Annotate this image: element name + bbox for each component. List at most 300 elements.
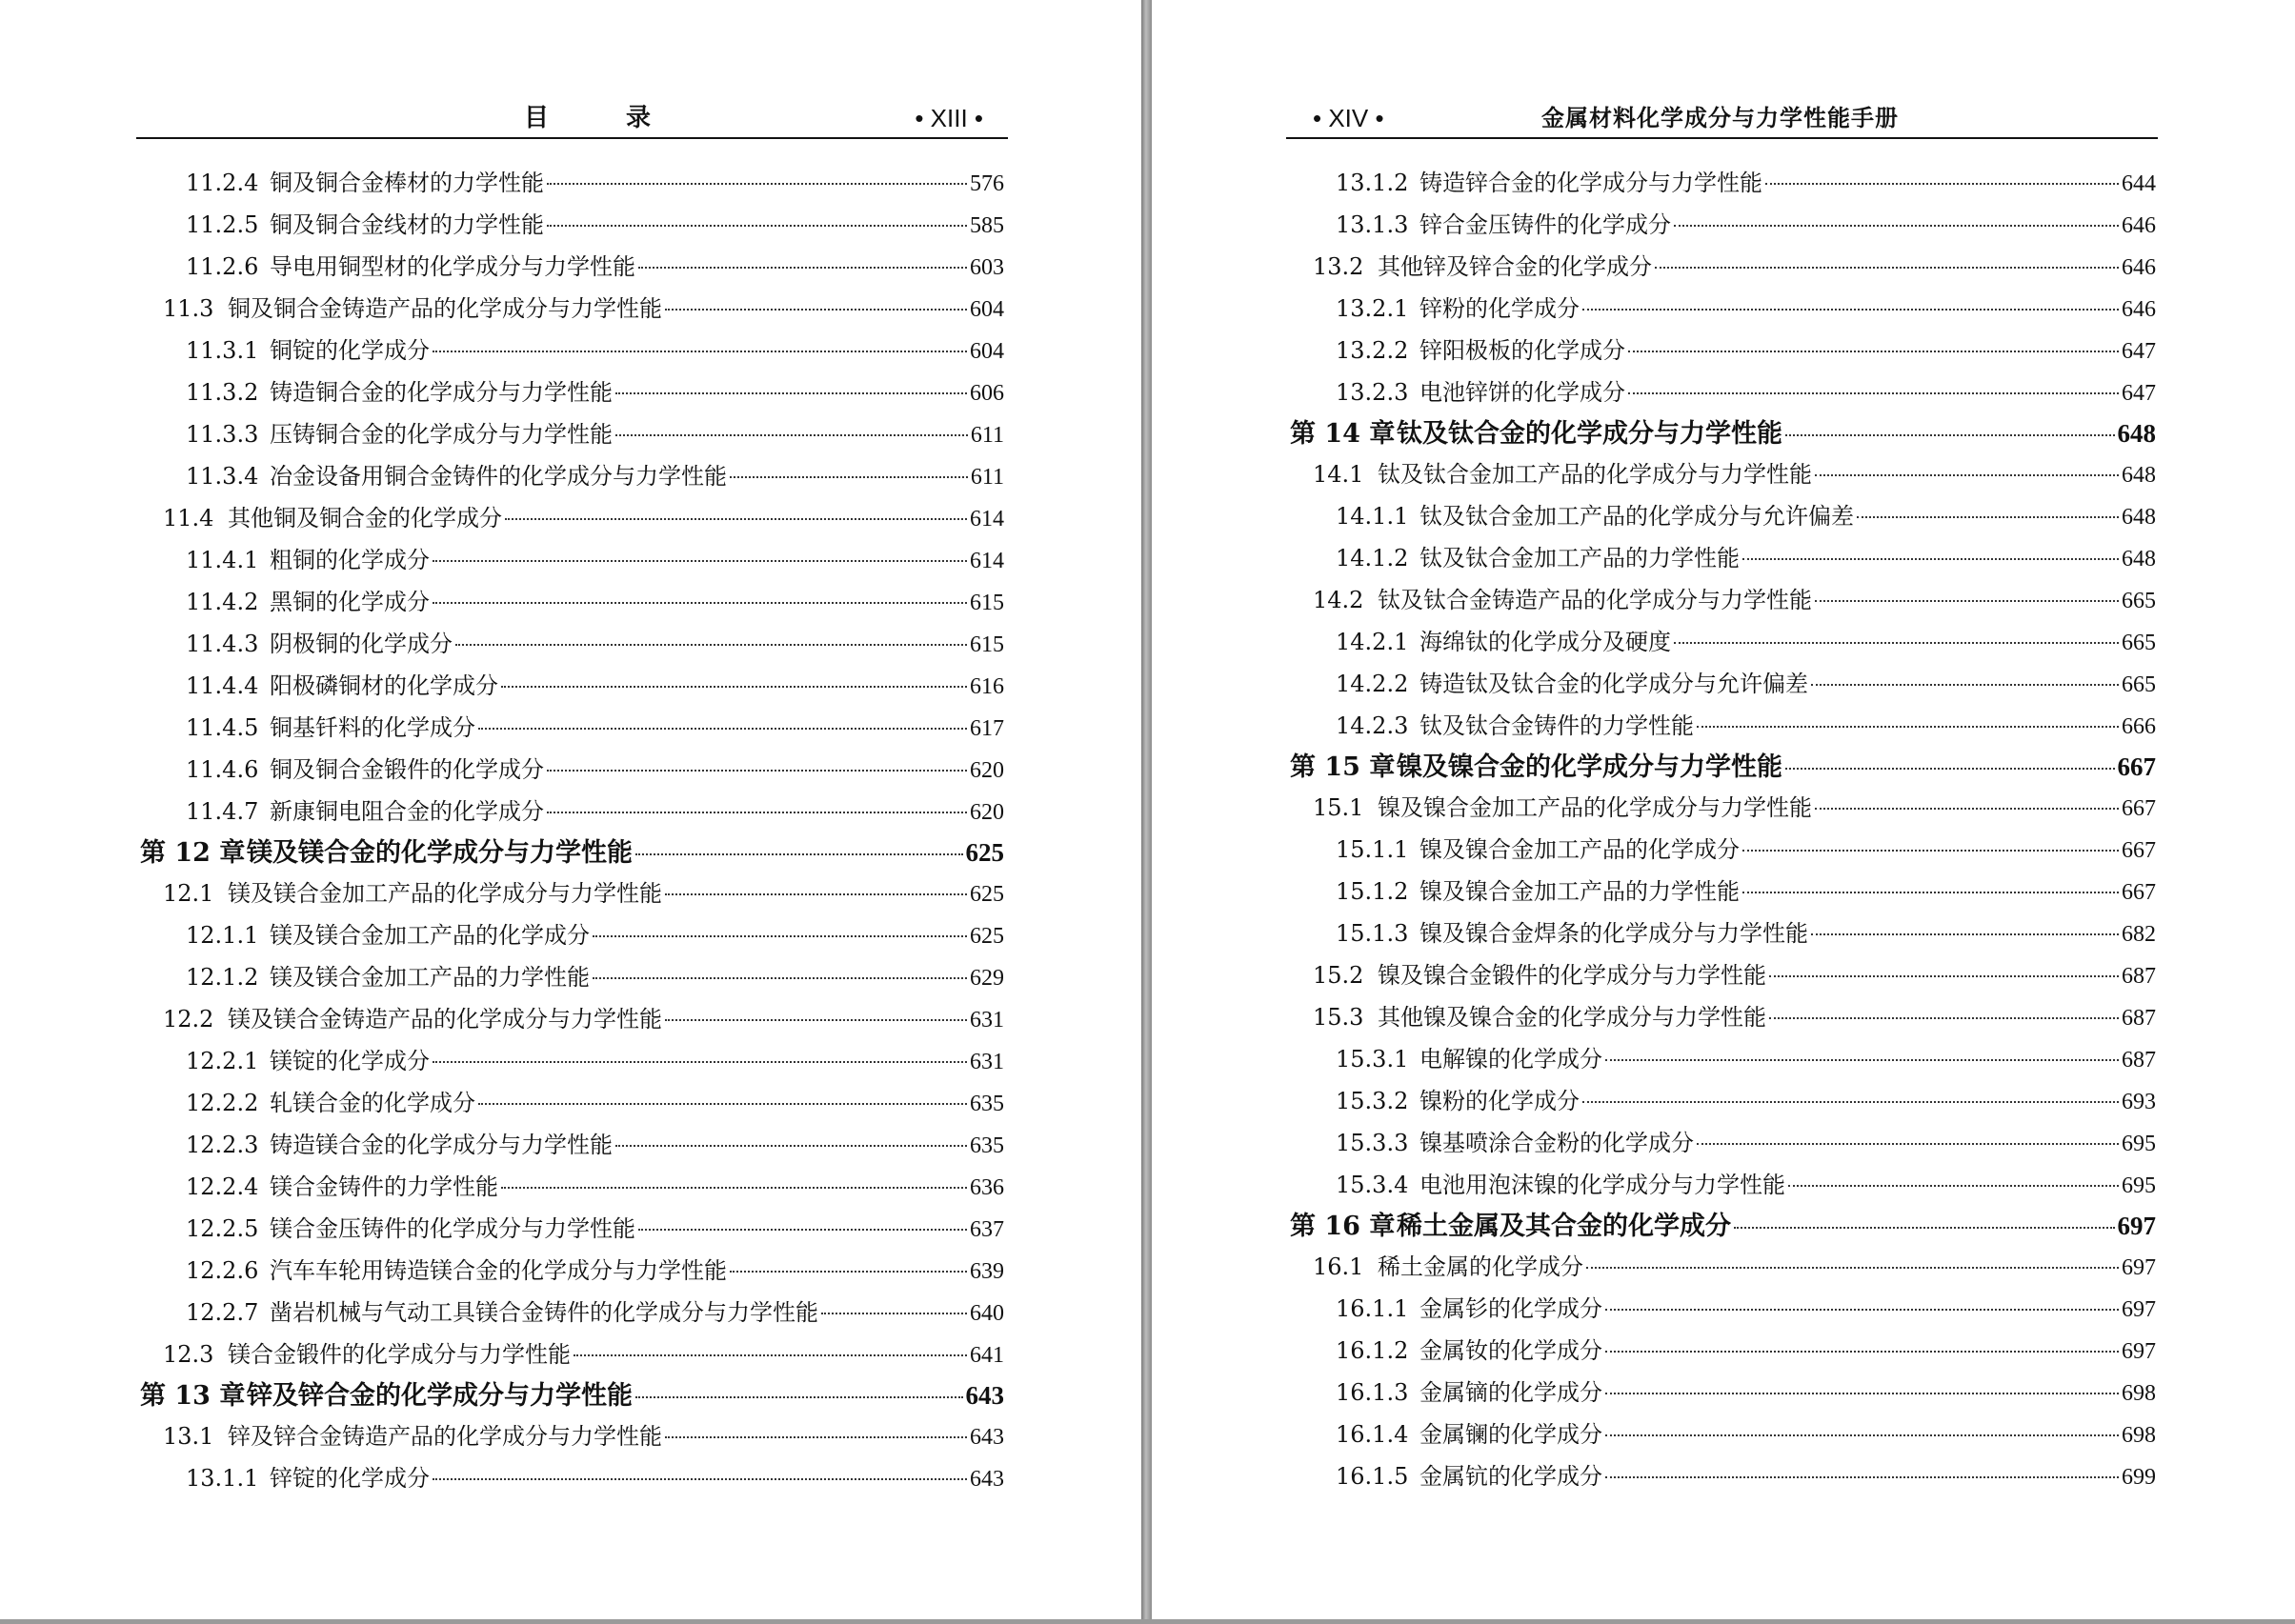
toc-entry-page: 641 — [970, 1343, 1004, 1368]
toc-dot-leader — [1628, 351, 2119, 352]
toc-entry-number: 11.4.2 — [186, 589, 259, 615]
toc-subsection-entry[interactable] — [1286, 621, 2156, 663]
toc-entry-number: 14.1.1 — [1336, 503, 1409, 530]
toc-dot-leader — [638, 1229, 967, 1231]
header-title: 目 录 — [524, 104, 686, 132]
toc-entry-number: 13.2 — [1313, 253, 1364, 280]
toc-entry-title: 铜及铜合金棒材的力学性能 — [270, 170, 544, 196]
toc-entry-page: 682 — [2122, 922, 2156, 947]
toc-entry-number: 第 16 章 — [1290, 1212, 1396, 1241]
toc-subsection-entry[interactable] — [1286, 1080, 2156, 1122]
toc-subsection-entry[interactable] — [136, 581, 1004, 623]
toc-dot-leader — [1697, 1143, 2119, 1145]
toc-entry-page: 615 — [970, 632, 1004, 657]
toc-dot-leader — [1765, 183, 2119, 185]
toc-entry-number: 12.2.5 — [186, 1215, 259, 1242]
toc-entry-number: 11.4.4 — [186, 672, 259, 699]
toc-entry-number: 第 12 章 — [140, 838, 246, 868]
toc-subsection-entry[interactable] — [1286, 495, 2156, 537]
toc-entry-page: 639 — [970, 1259, 1004, 1284]
toc-subsection-entry[interactable] — [1286, 371, 2156, 413]
toc-chapter-entry[interactable] — [1286, 413, 2156, 453]
toc-entry-number: 13.2.2 — [1336, 337, 1409, 364]
toc-dot-leader — [1674, 225, 2119, 227]
toc-dot-leader — [1788, 1185, 2119, 1187]
toc-entry-number: 14.2.2 — [1336, 671, 1409, 697]
toc-entry-title: 钛及钛合金加工产品的化学成分与允许偏差 — [1419, 503, 1854, 530]
toc-entry-page: 665 — [2122, 589, 2156, 613]
toc-entry-number: 11.2.4 — [186, 170, 259, 196]
toc-entry-number: 12.2.2 — [186, 1090, 259, 1116]
toc-entry-page: 604 — [970, 297, 1004, 322]
toc-dot-leader — [1582, 309, 2119, 311]
toc-entry-number: 15.3 — [1313, 1004, 1364, 1031]
toc-subsection-entry[interactable] — [1286, 1038, 2156, 1080]
toc-dot-leader — [638, 267, 967, 269]
toc-entry-title: 镍及镍合金加工产品的化学成分 — [1419, 836, 1740, 863]
toc-entry-page: 687 — [2122, 964, 2156, 989]
toc-entry-title: 镁及镁合金加工产品的力学性能 — [270, 964, 590, 991]
toc-entry-number: 12.2.1 — [186, 1048, 259, 1074]
toc-entry-number: 12.2.6 — [186, 1257, 259, 1284]
toc-dot-leader — [1655, 267, 2119, 269]
toc-entry-number: 11.4.7 — [186, 798, 259, 825]
toc-subsection-entry[interactable] — [136, 665, 1004, 707]
toc-subsection-entry[interactable] — [136, 1040, 1004, 1082]
toc-entry-number: 15.1 — [1313, 794, 1364, 821]
toc-entry-title: 镁及镁合金加工产品的化学成分 — [270, 922, 590, 949]
toc-section-entry[interactable] — [1286, 996, 2156, 1038]
toc-entry-page: 667 — [2122, 796, 2156, 821]
toc-subsection-entry[interactable] — [1286, 330, 2156, 371]
toc-dot-leader — [1605, 1059, 2119, 1061]
toc-entry-page: 698 — [2122, 1381, 2156, 1406]
toc-subsection-entry[interactable] — [136, 455, 1004, 497]
toc-entry-title: 锌阳极板的化学成分 — [1419, 337, 1625, 364]
toc-entry-number: 14.1.2 — [1336, 545, 1409, 571]
toc-entry-title: 铸造铜合金的化学成分与力学性能 — [270, 379, 613, 406]
toc-subsection-entry[interactable] — [1286, 1288, 2156, 1330]
toc-dot-leader — [433, 602, 967, 604]
toc-dot-leader — [547, 812, 967, 813]
toc-dot-leader — [505, 518, 967, 520]
toc-entry-number: 15.1.2 — [1336, 878, 1409, 905]
toc-subsection-entry[interactable] — [136, 914, 1004, 956]
toc-entry-page: 697 — [2117, 1212, 2156, 1240]
toc-entry-number: 13.2.1 — [1336, 295, 1409, 322]
toc-entry-title: 导电用铜型材的化学成分与力学性能 — [270, 253, 635, 280]
toc-entry-number: 12.1.1 — [186, 922, 259, 949]
toc-dot-leader — [1742, 850, 2119, 852]
toc-subsection-entry[interactable] — [136, 1208, 1004, 1250]
toc-entry-page: 697 — [2122, 1255, 2156, 1280]
toc-entry-title: 压铸铜合金的化学成分与力学性能 — [270, 421, 613, 448]
toc-entry-number: 14.2.3 — [1336, 712, 1409, 739]
toc-subsection-entry[interactable] — [136, 539, 1004, 581]
toc-dot-leader — [615, 434, 968, 436]
toc-subsection-entry[interactable] — [1286, 871, 2156, 912]
toc-subsection-entry[interactable] — [1286, 1413, 2156, 1455]
toc-entry-number: 11.4 — [163, 505, 214, 531]
toc-entry-page: 606 — [970, 381, 1004, 406]
toc-subsection-entry[interactable] — [136, 1457, 1004, 1499]
toc-entry-title: 电池锌饼的化学成分 — [1419, 379, 1625, 406]
toc-entry-page: 667 — [2117, 752, 2156, 781]
toc-entry-title: 阳极磷铜材的化学成分 — [270, 672, 498, 699]
toc-entry-number: 13.1 — [163, 1423, 214, 1450]
toc-entry-page: 604 — [970, 339, 1004, 364]
toc-entry-number: 11.2.5 — [186, 211, 259, 238]
toc-dot-leader — [1769, 975, 2119, 977]
toc-dot-leader — [1742, 558, 2119, 560]
toc-entry-number: 14.2.1 — [1336, 629, 1409, 655]
toc-entry-page: 617 — [970, 716, 1004, 741]
toc-entry-title: 阴极铜的化学成分 — [270, 631, 453, 657]
toc-dot-leader — [433, 1061, 967, 1063]
toc-subsection-entry[interactable] — [136, 371, 1004, 413]
toc-entry-title: 镁锭的化学成分 — [270, 1048, 430, 1074]
toc-entry-title: 电解镍的化学成分 — [1419, 1046, 1602, 1073]
toc-entry-title: 镁合金铸件的力学性能 — [270, 1173, 498, 1200]
toc-entry-number: 第 15 章 — [1290, 752, 1396, 782]
toc-dot-leader — [574, 1354, 967, 1356]
toc-dot-leader — [593, 977, 967, 979]
toc-entry-page: 611 — [970, 423, 1004, 448]
toc-entry-number: 16.1.2 — [1336, 1337, 1409, 1364]
toc-entry-title: 镁合金锻件的化学成分与力学性能 — [228, 1341, 571, 1368]
toc-entry-title: 锌及锌合金铸造产品的化学成分与力学性能 — [228, 1423, 662, 1450]
toc-subsection-entry[interactable] — [136, 707, 1004, 749]
toc-entry-page: 687 — [2122, 1048, 2156, 1073]
toc-dot-leader — [1815, 474, 2119, 476]
toc-dot-leader — [730, 1271, 967, 1273]
toc-subsection-entry[interactable] — [136, 1292, 1004, 1333]
toc-entry-title: 冶金设备用铜合金铸件的化学成分与力学性能 — [270, 463, 727, 490]
toc-entry-page: 629 — [970, 966, 1004, 991]
toc-entry-title: 钛及钛合金铸件的力学性能 — [1419, 712, 1694, 739]
toc-subsection-entry[interactable] — [136, 330, 1004, 371]
toc-entry-number: 12.3 — [163, 1341, 214, 1368]
toc-dot-leader — [1742, 892, 2119, 893]
toc-section-entry[interactable] — [136, 998, 1004, 1040]
toc-dot-leader — [455, 644, 967, 646]
toc-entry-number: 12.2.3 — [186, 1132, 259, 1158]
toc-dot-leader — [635, 1396, 963, 1398]
toc-dot-leader — [1605, 1476, 2119, 1478]
toc-dot-leader — [1815, 808, 2119, 810]
toc-dot-leader — [730, 476, 968, 478]
header-page-number: • XIII • — [915, 104, 983, 132]
toc-entry-number: 15.1.1 — [1336, 836, 1409, 863]
toc-section-entry[interactable] — [1286, 787, 2156, 829]
toc-entry-page: 635 — [970, 1092, 1004, 1116]
viewer-bottom-edge — [0, 1619, 2295, 1624]
toc-section-entry[interactable] — [1286, 453, 2156, 495]
toc-entry-title: 海绵钛的化学成分及硬度 — [1419, 629, 1671, 655]
toc-entry-page: 631 — [970, 1050, 1004, 1074]
toc-entry-number: 11.3 — [163, 295, 214, 322]
toc-dot-leader — [615, 392, 967, 394]
toc-subsection-entry[interactable] — [136, 956, 1004, 998]
toc-entry-title: 其他锌及锌合金的化学成分 — [1378, 253, 1652, 280]
toc-subsection-entry[interactable] — [1286, 829, 2156, 871]
toc-entry-title: 铸造镁合金的化学成分与力学性能 — [270, 1132, 613, 1158]
toc-entry-page: 646 — [2122, 297, 2156, 322]
toc-entry-number: 12.1.2 — [186, 964, 259, 991]
toc-entry-page: 695 — [2122, 1173, 2156, 1198]
toc-entry-number: 12.2.7 — [186, 1299, 259, 1326]
toc-entry-title: 铸造锌合金的化学成分与力学性能 — [1419, 170, 1762, 196]
toc-subsection-entry[interactable] — [1286, 663, 2156, 705]
toc-dot-leader — [1734, 1227, 2115, 1229]
toc-entry-number: 12.2 — [163, 1006, 214, 1033]
toc-entry-title: 金属镧的化学成分 — [1419, 1421, 1602, 1448]
toc-dot-leader — [478, 728, 967, 730]
toc-dot-leader — [665, 893, 967, 895]
toc-entry-title: 镁及镁合金加工产品的化学成分与力学性能 — [228, 880, 662, 907]
toc-chapter-entry[interactable] — [1286, 1206, 2156, 1246]
toc-entry-page: 611 — [970, 465, 1004, 490]
toc-section-entry[interactable] — [136, 497, 1004, 539]
toc-subsection-entry[interactable] — [136, 1250, 1004, 1292]
toc-entry-page: 698 — [2122, 1423, 2156, 1448]
toc-entry-title: 镍粉的化学成分 — [1419, 1088, 1580, 1114]
toc-dot-leader — [1811, 933, 2119, 935]
toc-subsection-entry[interactable] — [1286, 912, 2156, 954]
toc-subsection-entry[interactable] — [1286, 162, 2156, 204]
toc-entry-page: 665 — [2122, 631, 2156, 655]
toc-entry-number: 11.3.1 — [186, 337, 259, 364]
toc-dot-leader — [1605, 1393, 2119, 1394]
toc-entry-title: 铜基钎料的化学成分 — [270, 714, 475, 741]
toc-dot-leader — [1605, 1309, 2119, 1311]
toc-chapter-entry[interactable] — [136, 1375, 1004, 1415]
toc-section-entry[interactable] — [136, 872, 1004, 914]
toc-entry-page: 585 — [970, 213, 1004, 238]
toc-subsection-entry[interactable] — [136, 1166, 1004, 1208]
toc-dot-leader — [433, 560, 967, 562]
toc-entry-page: 614 — [970, 507, 1004, 531]
toc-section-entry[interactable] — [1286, 246, 2156, 288]
toc-dot-leader — [1769, 1017, 2119, 1019]
toc-dot-leader — [478, 1103, 967, 1105]
toc-subsection-entry[interactable] — [136, 162, 1004, 204]
toc-entry-number: 11.3.2 — [186, 379, 259, 406]
toc-dot-leader — [665, 309, 967, 311]
toc-dot-leader — [547, 770, 967, 772]
toc-entry-page: 576 — [970, 171, 1004, 196]
toc-dot-leader — [547, 225, 967, 227]
toc-entry-page: 616 — [970, 674, 1004, 699]
toc-entry-number: 11.4.3 — [186, 631, 259, 657]
toc-entry-number: 16.1 — [1313, 1253, 1364, 1280]
toc-entry-title: 铜及铜合金锻件的化学成分 — [270, 756, 544, 783]
toc-dot-leader — [1811, 684, 2119, 686]
toc-entry-number: 15.3.1 — [1336, 1046, 1409, 1073]
toc-dot-leader — [1605, 1351, 2119, 1353]
toc-section-entry[interactable] — [136, 288, 1004, 330]
toc-subsection-entry[interactable] — [136, 791, 1004, 832]
toc-dot-leader — [1857, 516, 2119, 518]
toc-subsection-entry[interactable] — [136, 749, 1004, 791]
toc-entry-number: 15.3.2 — [1336, 1088, 1409, 1114]
toc-entry-title: 锌合金压铸件的化学成分 — [1419, 211, 1671, 238]
toc-section-entry[interactable] — [1286, 1246, 2156, 1288]
toc-entry-number: 12.1 — [163, 880, 214, 907]
toc-entry-page: 667 — [2122, 880, 2156, 905]
toc-entry-page: 648 — [2122, 547, 2156, 571]
toc-entry-title: 金属钪的化学成分 — [1419, 1463, 1602, 1490]
toc-entry-title: 铜及铜合金线材的力学性能 — [270, 211, 544, 238]
page-header — [136, 99, 1008, 139]
toc-entry-title: 钛及钛合金铸造产品的化学成分与力学性能 — [1378, 587, 1812, 613]
toc-entry-title: 铸造钛及钛合金的化学成分与允许偏差 — [1419, 671, 1808, 697]
toc-dot-leader — [1815, 600, 2119, 602]
toc-entry-page: 640 — [970, 1301, 1004, 1326]
toc-entry-page: 695 — [2122, 1132, 2156, 1156]
toc-section-entry[interactable] — [136, 1415, 1004, 1457]
toc-entry-title: 锌及锌合金的化学成分与力学性能 — [247, 1381, 633, 1411]
toc-entry-title: 镍及镍合金锻件的化学成分与力学性能 — [1378, 962, 1766, 989]
toc-entry-number: 第 13 章 — [140, 1381, 246, 1411]
toc-entry-page: 648 — [2122, 505, 2156, 530]
toc-subsection-entry[interactable] — [1286, 1122, 2156, 1164]
toc-dot-leader — [1674, 642, 2119, 644]
toc-entry-title: 其他铜及铜合金的化学成分 — [228, 505, 502, 531]
toc-entry-page: 647 — [2122, 339, 2156, 364]
toc-entry-title: 其他镍及镍合金的化学成分与力学性能 — [1378, 1004, 1766, 1031]
toc-entry-page: 625 — [970, 924, 1004, 949]
toc-subsection-entry[interactable] — [1286, 1164, 2156, 1206]
toc-entry-title: 镍及镍合金焊条的化学成分与力学性能 — [1419, 920, 1808, 947]
toc-entry-title: 钛及钛合金加工产品的化学成分与力学性能 — [1378, 461, 1812, 488]
toc-entry-title: 镁及镁合金的化学成分与力学性能 — [247, 838, 633, 868]
toc-subsection-entry[interactable] — [1286, 1455, 2156, 1497]
toc-entry-number: 15.2 — [1313, 962, 1364, 989]
header-title: 金属材料化学成分与力学性能手册 — [1541, 104, 1899, 131]
toc-entry-page: 635 — [970, 1133, 1004, 1158]
toc-entry-title: 粗铜的化学成分 — [270, 547, 430, 573]
toc-dot-leader — [593, 935, 967, 937]
toc-entry-title: 铜及铜合金铸造产品的化学成分与力学性能 — [228, 295, 662, 322]
toc-dot-leader — [665, 1436, 967, 1438]
toc-entry-page: 620 — [970, 758, 1004, 783]
toc-dot-leader — [1628, 392, 2119, 394]
toc-entry-page: 637 — [970, 1217, 1004, 1242]
toc-dot-leader — [501, 1187, 967, 1189]
toc-entry-title: 金属钕的化学成分 — [1419, 1337, 1602, 1364]
toc-entry-title: 稀土金属及其合金的化学成分 — [1397, 1212, 1731, 1241]
toc-section-entry[interactable] — [1286, 954, 2156, 996]
toc-dot-leader — [1785, 768, 2115, 770]
toc-entry-number: 12.2.4 — [186, 1173, 259, 1200]
toc-subsection-entry[interactable] — [1286, 705, 2156, 747]
toc-entry-page: 631 — [970, 1008, 1004, 1033]
toc-entry-number: 16.1.1 — [1336, 1295, 1409, 1322]
toc-subsection-entry[interactable] — [136, 204, 1004, 246]
toc-entry-page: 687 — [2122, 1006, 2156, 1031]
toc-entry-number: 15.3.3 — [1336, 1130, 1409, 1156]
toc-entry-title: 金属镝的化学成分 — [1419, 1379, 1602, 1406]
toc-entry-title: 钛及钛合金加工产品的力学性能 — [1419, 545, 1740, 571]
toc-entry-number: 15.1.3 — [1336, 920, 1409, 947]
toc-entry-page: 697 — [2122, 1339, 2156, 1364]
toc-entry-title: 镍基喷涂合金粉的化学成分 — [1419, 1130, 1694, 1156]
toc-entry-page: 603 — [970, 255, 1004, 280]
toc-entry-number: 14.1 — [1313, 461, 1364, 488]
toc-entry-number: 14.2 — [1313, 587, 1364, 613]
toc-subsection-entry[interactable] — [136, 246, 1004, 288]
toc-entry-title: 锌粉的化学成分 — [1419, 295, 1580, 322]
toc-dot-leader — [1605, 1434, 2119, 1436]
toc-entry-number: 11.4.5 — [186, 714, 259, 741]
toc-chapter-entry[interactable] — [1286, 747, 2156, 787]
toc-entry-number: 11.2.6 — [186, 253, 259, 280]
toc-entry-page: 614 — [970, 549, 1004, 573]
toc-entry-title: 轧镁合金的化学成分 — [270, 1090, 475, 1116]
toc-section-entry[interactable] — [136, 1333, 1004, 1375]
toc-entry-page: 625 — [965, 838, 1004, 867]
page-gutter — [1141, 0, 1152, 1624]
toc-entry-number: 13.1.2 — [1336, 170, 1409, 196]
toc-dot-leader — [1697, 726, 2119, 728]
toc-entry-title: 凿岩机械与气动工具镁合金铸件的化学成分与力学性能 — [270, 1299, 818, 1326]
page-header — [1286, 99, 2158, 139]
header-page-number: • XIV • — [1313, 104, 1384, 132]
toc-subsection-entry[interactable] — [1286, 204, 2156, 246]
toc-subsection-entry[interactable] — [136, 1124, 1004, 1166]
toc-entry-title: 镍及镍合金加工产品的化学成分与力学性能 — [1378, 794, 1812, 821]
toc-entry-page: 648 — [2122, 463, 2156, 488]
toc-entry-title: 汽车车轮用铸造镁合金的化学成分与力学性能 — [270, 1257, 727, 1284]
toc-entry-page: 697 — [2122, 1297, 2156, 1322]
toc-subsection-entry[interactable] — [136, 413, 1004, 455]
toc-entry-number: 16.1.4 — [1336, 1421, 1409, 1448]
toc-section-entry[interactable] — [1286, 579, 2156, 621]
toc-entry-number: 13.1.1 — [186, 1465, 259, 1492]
toc-entry-page: 646 — [2122, 213, 2156, 238]
toc-chapter-entry[interactable] — [136, 832, 1004, 872]
toc-subsection-entry[interactable] — [136, 623, 1004, 665]
toc-entry-title: 镍及镍合金的化学成分与力学性能 — [1397, 752, 1782, 782]
toc-entry-title: 电池用泡沫镍的化学成分与力学性能 — [1419, 1172, 1785, 1198]
toc-entry-title: 锌锭的化学成分 — [270, 1465, 430, 1492]
toc-entry-title: 镁及镁合金铸造产品的化学成分与力学性能 — [228, 1006, 662, 1033]
toc-subsection-entry[interactable] — [1286, 288, 2156, 330]
toc-entry-title: 新康铜电阻合金的化学成分 — [270, 798, 544, 825]
toc-entry-number: 13.1.3 — [1336, 211, 1409, 238]
toc-dot-leader — [433, 351, 967, 352]
toc-subsection-entry[interactable] — [136, 1082, 1004, 1124]
toc-subsection-entry[interactable] — [1286, 1330, 2156, 1372]
toc-subsection-entry[interactable] — [1286, 537, 2156, 579]
toc-dot-leader — [635, 853, 963, 855]
toc-entry-number: 11.3.4 — [186, 463, 259, 490]
toc-entry-page: 693 — [2122, 1090, 2156, 1114]
toc-subsection-entry[interactable] — [1286, 1372, 2156, 1413]
toc-entry-number: 15.3.4 — [1336, 1172, 1409, 1198]
toc-entry-title: 黑铜的化学成分 — [270, 589, 430, 615]
toc-entry-page: 646 — [2122, 255, 2156, 280]
toc-entry-number: 16.1.3 — [1336, 1379, 1409, 1406]
toc-entry-page: 648 — [2117, 419, 2156, 448]
toc-dot-leader — [547, 183, 967, 185]
toc-entry-number: 16.1.5 — [1336, 1463, 1409, 1490]
toc-entry-page: 647 — [2122, 381, 2156, 406]
toc-entry-title: 钛及钛合金的化学成分与力学性能 — [1397, 419, 1782, 449]
toc-entry-page: 625 — [970, 882, 1004, 907]
toc-entry-page: 620 — [970, 800, 1004, 825]
